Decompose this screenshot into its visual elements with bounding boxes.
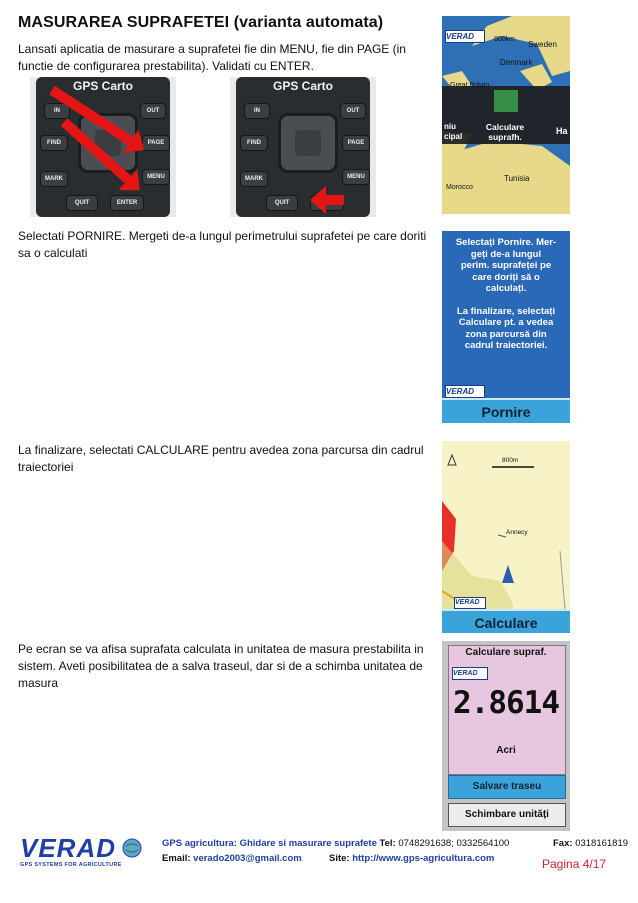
area-unit: Acri bbox=[496, 745, 516, 756]
calculare-button[interactable]: Calculare bbox=[442, 609, 570, 633]
instruction-line: zona parcursă din bbox=[465, 328, 547, 340]
site-label: Site: bbox=[328, 853, 350, 864]
tel-value: 0748291638; 0332564100 bbox=[398, 838, 510, 849]
device-body bbox=[236, 77, 370, 217]
menu-left-line2: cipal bbox=[444, 132, 463, 141]
key-menu: MENU bbox=[142, 169, 170, 185]
key-page: PAGE bbox=[142, 135, 170, 151]
logo-tagline: GPS SYSTEMS FOR AGRICULTURE bbox=[20, 862, 122, 868]
instruction-line: calculați. bbox=[485, 283, 527, 294]
menu-right-label[interactable]: Ha bbox=[556, 126, 568, 136]
instruction-line: cadrul traiectoriei. bbox=[464, 340, 548, 351]
device-brand: GPS Carto bbox=[72, 79, 133, 93]
fax-label: Fax: bbox=[553, 838, 573, 849]
menu-calculare-suprafata[interactable] bbox=[476, 122, 534, 142]
device-brand: GPS Carto bbox=[272, 79, 333, 93]
place-denmark: Denmark bbox=[500, 58, 533, 67]
key-mark: MARK bbox=[40, 171, 68, 187]
place-tunisia: Tunisia bbox=[504, 174, 530, 183]
instruction-line: La finalizare, selectați bbox=[456, 305, 556, 317]
screen-map-menu bbox=[442, 16, 570, 214]
map-scale-label: 800m bbox=[502, 457, 519, 464]
instruction-line: care doriți să o bbox=[472, 271, 540, 283]
area-value: 2.8614 bbox=[453, 685, 559, 721]
instruction-line: perim. suprafeței pe bbox=[460, 260, 552, 271]
screen-track-map bbox=[442, 441, 570, 633]
site-link[interactable]: http://www.gps-agricultura.com bbox=[352, 853, 495, 864]
footer-subject: GPS agricultura: Ghidare si masurare suprafete bbox=[162, 838, 377, 849]
scale-label: 800km bbox=[494, 36, 516, 43]
instruction-calculate: La finalizare, selectati CALCULARE pentru avedea zona parcursa din cadrul traiectoriei bbox=[18, 443, 424, 474]
screen-logo: VERAD bbox=[445, 30, 485, 43]
key-in: IN bbox=[244, 103, 270, 119]
place-morocco: Morocco bbox=[446, 184, 473, 191]
screen-area-result bbox=[442, 641, 570, 831]
key-out: OUT bbox=[140, 103, 166, 119]
menu-center-line2: suprafh. bbox=[488, 132, 522, 142]
key-find: FIND bbox=[40, 135, 68, 151]
key-in: IN bbox=[44, 103, 70, 119]
menu-center-line1: Calculare bbox=[485, 122, 525, 132]
page-title: MASURAREA SUPRAFETEI (varianta automata) bbox=[18, 14, 384, 31]
footer-fax bbox=[553, 838, 628, 849]
footer-email-site bbox=[162, 853, 494, 864]
instruction-start: Selectati PORNIRE. Mergeti de-a lungul perimetrului suprafetei pe care doriti sa o calculati bbox=[18, 229, 427, 260]
gps-device-photo-enter bbox=[230, 77, 376, 217]
key-find: FIND bbox=[240, 135, 268, 151]
verado-logo bbox=[20, 834, 140, 878]
place-great-britain: Great Britain bbox=[450, 82, 490, 89]
key-quit: QUIT bbox=[266, 195, 298, 211]
key-out: OUT bbox=[340, 103, 366, 119]
footer-contact-line bbox=[162, 838, 509, 849]
globe-icon bbox=[122, 838, 142, 858]
key-menu: MENU bbox=[342, 169, 370, 185]
instruction-result: Pe ecran se va afisa suprafata calculata in unitatea de masura prestabilita in sistem. Aveti posibilitatea de a salva traseul, dar si de a schimba unitatea de masura bbox=[18, 642, 424, 690]
result-header: Calculare supraf. bbox=[465, 647, 547, 658]
red-arrow-to-enter bbox=[322, 195, 344, 205]
instruction-line: Calculare pt. a vedea bbox=[458, 317, 554, 328]
fax-value: 0318161819 bbox=[575, 838, 629, 849]
place-annecy: Annecy bbox=[506, 529, 528, 536]
menu-left-label[interactable] bbox=[444, 122, 470, 142]
menu-left-line1: niu bbox=[444, 122, 456, 131]
instruction-line: geți de-a lungul bbox=[470, 248, 542, 260]
schimbare-unitati-button[interactable]: Schimbare unități bbox=[448, 803, 566, 827]
place-sweden: Sweden bbox=[528, 40, 557, 49]
pornire-button[interactable]: Pornire bbox=[442, 398, 570, 423]
logo-wordmark: VERAD bbox=[20, 833, 117, 863]
direction-pad bbox=[278, 113, 338, 173]
gps-device-photo-menu bbox=[30, 77, 176, 217]
key-page: PAGE bbox=[342, 135, 370, 151]
key-enter: ENTER bbox=[110, 195, 144, 211]
instruction-line: Selectați Pornire. Mer- bbox=[455, 237, 557, 248]
key-mark: MARK bbox=[240, 171, 268, 187]
email-label: Email: bbox=[162, 853, 191, 864]
page-number: Pagina 4/17 bbox=[542, 857, 607, 871]
screen-instructions-text bbox=[446, 237, 566, 352]
email-link[interactable]: verado2003@gmail.com bbox=[193, 853, 302, 864]
screen-start-instructions bbox=[442, 231, 570, 423]
instruction-launch: Lansati aplicatia de masurare a suprafetei fie din MENU, fie din PAGE (in functie de configurarea prestabilita). Validati cu ENTER. bbox=[18, 42, 406, 73]
tel-label: Tel: bbox=[379, 838, 396, 849]
salvare-traseu-button[interactable]: Salvare traseu bbox=[448, 775, 566, 799]
screen-logo: VERAD bbox=[445, 385, 485, 398]
screen-logo: VERAD bbox=[454, 597, 486, 609]
screen-logo: VERAD bbox=[452, 667, 488, 680]
key-quit: QUIT bbox=[66, 195, 98, 211]
